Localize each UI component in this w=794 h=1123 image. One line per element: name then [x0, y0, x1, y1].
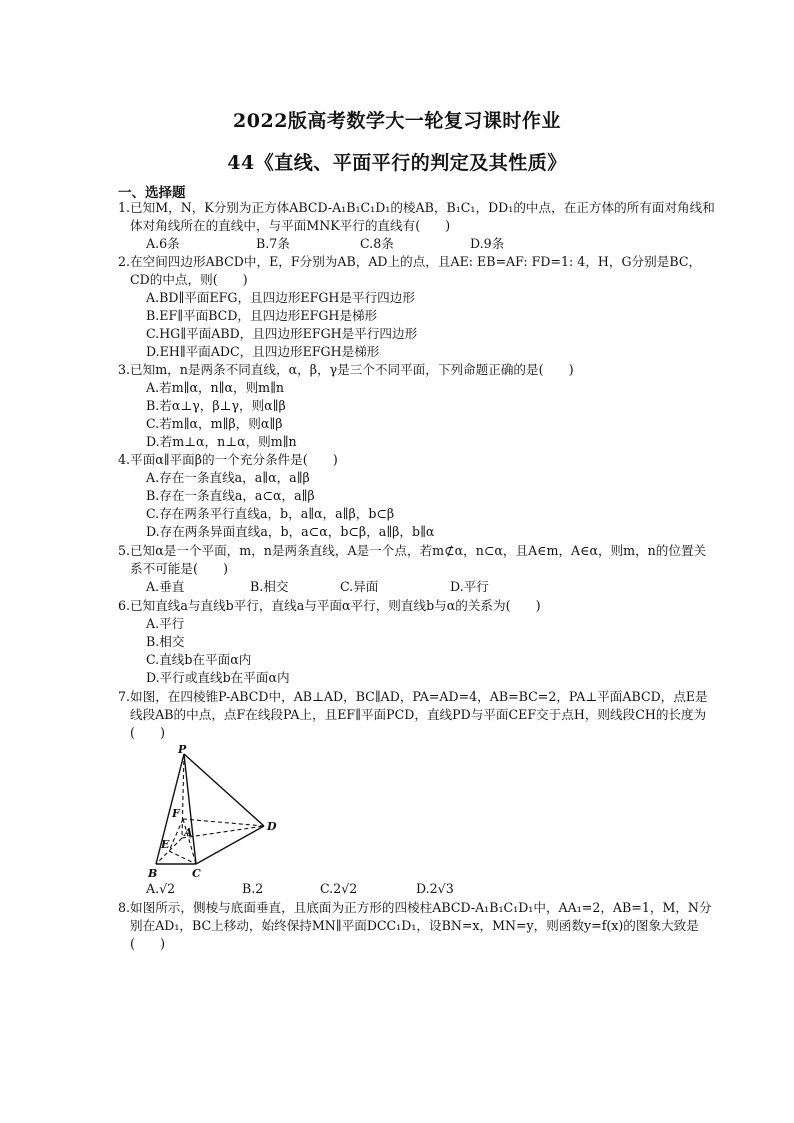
option-a: A.若m∥α，n∥α，则m∥n	[146, 380, 285, 395]
options-row	[118, 578, 718, 596]
pyramid-figure	[144, 744, 284, 879]
edge-cd	[196, 826, 264, 864]
label-a: A	[184, 826, 193, 839]
option-d: D.平行	[450, 579, 489, 594]
label-b: B	[148, 867, 158, 879]
options-list	[118, 469, 718, 541]
option-d: D.2√3	[416, 881, 454, 896]
option-d: D.EH∥平面ADC，且四边形EFGH是梯形	[146, 344, 380, 359]
option-d: D.平行或直线b在平面α内	[146, 670, 290, 685]
option-a: A.BD∥平面EFG，且四边形EFGH是平行四边形	[146, 290, 415, 305]
question-stem: 8.如图所示，侧棱与底面垂直，且底面为正方形的四棱柱ABCD-A₁B₁C₁D₁中，AA₁=2，AB=1，M，N分别在AD₁，BC上移动，始终保持MN∥平面DCC₁D₁，设BN=x，MN=y，则函数y=f(x)的图象大致是( )	[118, 900, 712, 951]
option-c: C.存在两条平行直线a，b，a∥α，a∥β，b⊂β	[146, 506, 395, 521]
option-b: B.相交	[250, 579, 289, 594]
option-b: B.EF∥平面BCD，且四边形EFGH是梯形	[146, 308, 378, 323]
option-c: C.直线b在平面α内	[146, 652, 252, 667]
edge-pd	[184, 754, 264, 826]
option-d: D.若m⊥α，n⊥α，则m∥n	[146, 434, 297, 449]
option-a: A.6条	[146, 236, 180, 251]
segment-fd	[183, 819, 264, 826]
option-d: D.9条	[470, 236, 505, 251]
option-c: C.HG∥平面ABD，且四边形EFGH是平行四边形	[146, 326, 418, 341]
edge-pc	[184, 754, 196, 864]
question-2	[118, 253, 718, 361]
option-a: A.√2	[146, 881, 176, 896]
document-subtitle: 44《直线、平面平行的判定及其性质》	[227, 152, 567, 174]
section-heading: 一、选择题	[118, 185, 186, 201]
question-7-options	[118, 880, 718, 898]
option-c: C.若m∥α，m∥β，则α∥β	[146, 416, 283, 431]
option-a: A.平行	[146, 616, 185, 631]
options-list	[118, 289, 718, 361]
option-b: B.若α⊥γ，β⊥γ，则α∥β	[146, 398, 286, 413]
edge-ad	[182, 826, 264, 838]
option-a: A.垂直	[146, 579, 185, 594]
option-b: B.相交	[146, 634, 185, 649]
option-c: C.8条	[360, 236, 394, 251]
question-3	[118, 361, 718, 451]
question-5	[118, 542, 718, 596]
option-d: D.存在两条异面直线a，b，a⊂α，b⊂β，a∥β，b∥α	[146, 524, 435, 539]
question-7	[118, 688, 718, 742]
label-d: D	[267, 820, 277, 833]
label-e: E	[161, 838, 170, 851]
question-stem: 6.已知直线a与直线b平行，直线a与平面α平行，则直线b与α的关系为( )	[118, 598, 541, 613]
question-stem: 3.已知m，n是两条不同直线，α，β，γ是三个不同平面，下列命题正确的是( )	[118, 362, 574, 377]
document-title: 2022版高考数学大一轮复习课时作业	[233, 110, 561, 132]
option-b: B.存在一条直线a，a⊂α，a∥β	[146, 488, 315, 503]
option-c: C.异面	[340, 579, 379, 594]
options-row	[118, 235, 718, 253]
question-1	[118, 199, 718, 253]
label-f: F	[172, 807, 180, 820]
options-list	[118, 379, 718, 451]
question-stem: 5.已知α是一个平面，m，n是两条直线，A是一个点，若m⊄α，n⊂α，且A∈m，A∈α，则m，n的位置关系不可能是( )	[118, 543, 707, 576]
question-stem: 1.已知M，N，K分别为正方体ABCD-A₁B₁C₁D₁的棱AB，B₁C₁，DD₁的中点，在正方体的所有面对角线和体对角线所在的直线中，与平面MNK平行的直线有( )	[118, 200, 715, 233]
question-8	[118, 899, 718, 953]
segment-ec	[169, 851, 196, 864]
question-6	[118, 597, 718, 687]
label-p: P	[178, 744, 187, 756]
label-c: C	[192, 867, 201, 879]
option-a: A.存在一条直线a，a∥α，a∥β	[146, 470, 310, 485]
option-c: C.2√2	[320, 881, 358, 896]
question-4	[118, 451, 718, 541]
question-stem: 2.在空间四边形ABCD中，E，F分别为AB，AD上的点，且AE: EB=AF: FD=1: 4，H，G分别是BC，CD的中点，则( )	[118, 254, 702, 287]
option-b: B.7条	[256, 236, 290, 251]
question-stem: 7.如图，在四棱锥P-ABCD中，AB⊥AD，BC∥AD，PA=AD=4，AB=BC=2，PA⊥平面ABCD，点E是线段AB的中点，点F在线段PA上，且EF∥平面PCD，直线PD与平面CEF交于点H，则线段CH的长度为( )	[118, 689, 708, 740]
segment-fe	[169, 819, 183, 851]
options-row	[118, 880, 718, 898]
question-stem: 4.平面α∥平面β的一个充分条件是( )	[118, 452, 338, 467]
option-b: B.2	[242, 881, 264, 896]
options-list	[118, 615, 718, 687]
